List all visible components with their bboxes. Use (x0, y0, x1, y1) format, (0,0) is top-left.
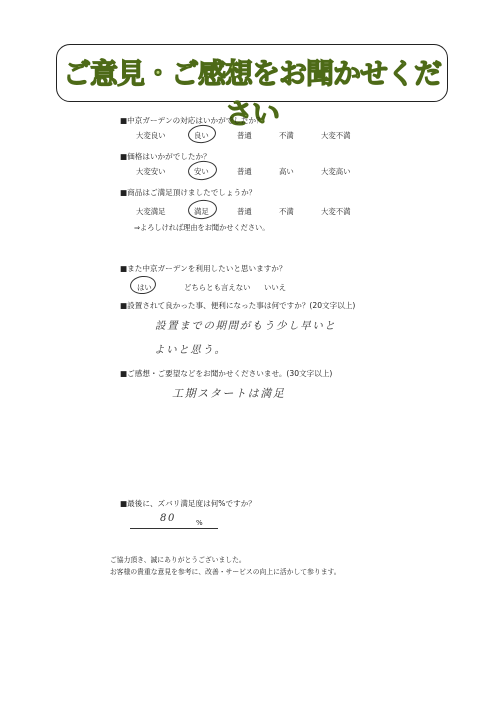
selection-circle-product (187, 199, 218, 221)
option-product-very-dissatisfied[interactable]: 大変不満 (321, 207, 351, 216)
selection-circle-reuse (129, 275, 157, 296)
footer-note: お客様の貴重な意見を参考に、改善・サービスの向上に活かして参ります。 (110, 568, 341, 576)
option-price-very-expensive[interactable]: 大変高い (321, 167, 351, 176)
reason-prompt: ⇒よろしければ理由をお聞かせください。 (134, 223, 270, 232)
footer-thanks: ご協力頂き、誠にありがとうございました。 (110, 556, 246, 564)
option-product-dissatisfied[interactable]: 不満 (279, 207, 294, 216)
question-satisfaction: ■最後に、ズバリ満足度は何%ですか？ (120, 499, 256, 508)
satisfaction-value: 80 (160, 513, 176, 524)
question-price: ■価格はいかがでしたか？ (120, 152, 211, 161)
question-benefits: ■設置されて良かった事、便利になった事は何ですか？(20文字以上) (120, 301, 356, 310)
option-product-normal[interactable]: 普通 (237, 207, 252, 216)
satisfaction-underline (130, 528, 218, 529)
option-service-normal[interactable]: 普通 (237, 131, 252, 140)
option-reuse-neutral[interactable]: どちらとも言えない (184, 283, 251, 292)
form-title: ご意見・ご感想をお聞かせください (62, 57, 441, 130)
benefits-answer-line-1: 設置までの期間がもう少し早いと (155, 320, 337, 332)
comments-answer: 工期スタートは満足 (172, 387, 286, 400)
option-reuse-yes[interactable]: はい (137, 283, 152, 292)
question-product: ■商品はご満足頂けましたでしょうか？ (120, 188, 257, 197)
option-price-expensive[interactable]: 高い (279, 167, 294, 176)
benefits-answer-line-2: よいと思う。 (154, 344, 227, 356)
selection-circle-price (187, 160, 218, 182)
option-product-very-satisfied[interactable]: 大変満足 (136, 207, 166, 216)
question-comments: ■ご感想・ご要望などをお聞かせくださいませ。(30文字以上) (120, 369, 333, 378)
option-price-very-cheap[interactable]: 大変安い (136, 167, 166, 176)
option-price-cheap[interactable]: 安い (194, 167, 209, 176)
option-price-normal[interactable]: 普通 (237, 167, 252, 176)
option-service-dissatisfied[interactable]: 不満 (279, 131, 294, 140)
option-service-very-dissatisfied[interactable]: 大変不満 (321, 131, 351, 140)
option-service-very-good[interactable]: 大変良い (136, 131, 166, 140)
question-reuse: ■また中京ガーデンを利用したいと思いますか？ (120, 264, 287, 273)
percent-unit: % (196, 519, 203, 527)
option-reuse-no[interactable]: いいえ (264, 283, 287, 292)
option-product-satisfied[interactable]: 満足 (194, 207, 209, 216)
option-service-good[interactable]: 良い (194, 131, 209, 140)
question-service: ■中京ガーデンの対応はいかがでしたか？ (120, 116, 264, 125)
